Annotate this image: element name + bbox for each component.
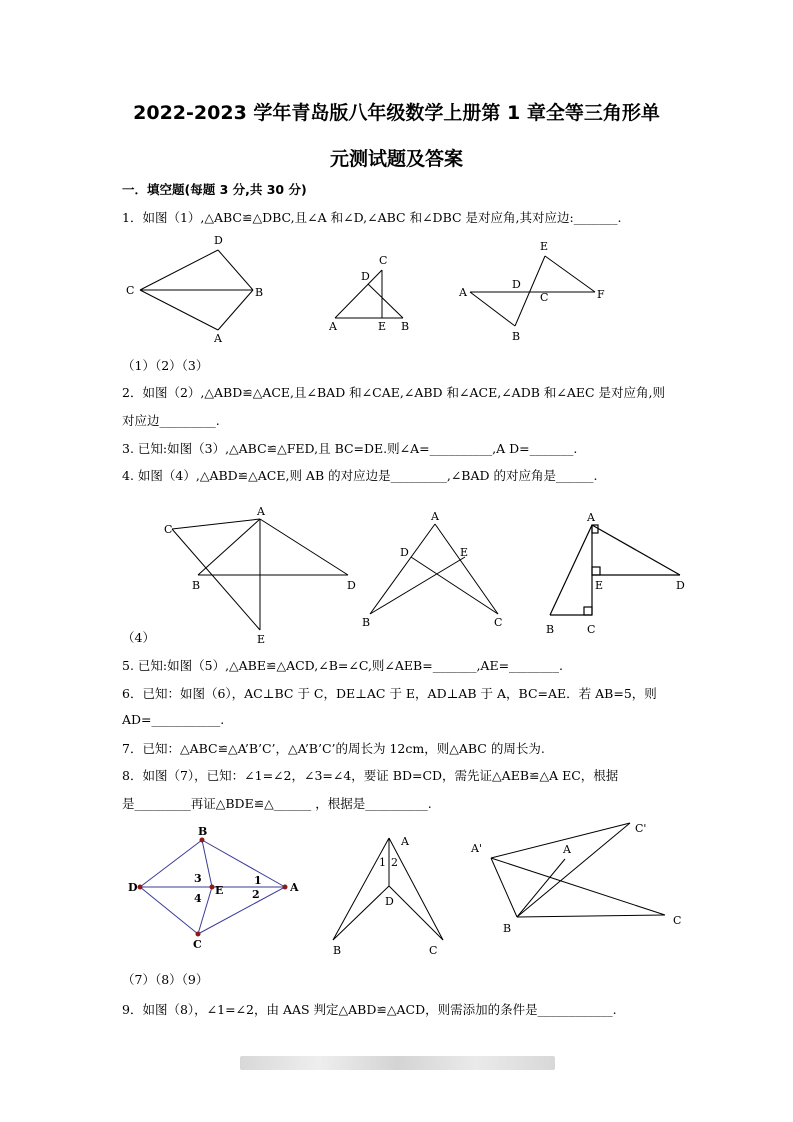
section-heading: 一．填空题(每题 3 分,共 30 分) — [122, 182, 307, 197]
fig2-label: A — [329, 320, 337, 333]
fig5-label: C — [494, 616, 503, 629]
fig8-label: D — [385, 895, 394, 908]
fig1-label: B — [255, 286, 264, 299]
figure-9 — [465, 815, 695, 940]
fig3-label: F — [597, 288, 605, 301]
fig5-label: D — [400, 546, 409, 559]
figure-8 — [325, 828, 450, 963]
fig2-label: B — [401, 320, 410, 333]
question-6-line2: AD=___________. — [122, 712, 225, 727]
fig8-label: B — [333, 944, 342, 957]
fig3-label: A — [459, 286, 467, 299]
fig2-label: D — [361, 270, 370, 283]
figure-6 — [540, 505, 700, 640]
fig7-label: 4 — [194, 892, 202, 905]
fig1-label: D — [214, 234, 223, 247]
fig6-label: C — [587, 623, 596, 636]
question-3: 3. 已知:如图（3）,△ABC≌△FED,且 BC=DE.则∠A=__________,A D=_______. — [122, 441, 578, 456]
fig9-label: C — [673, 914, 682, 927]
fig8-label: A — [401, 835, 409, 848]
question-5: 5. 已知:如图（5）,△ABE≌△ACD,∠B=∠C,则∠AEB=_______,AE=________. — [122, 658, 564, 673]
fig9-label: A' — [471, 842, 482, 855]
fig9-label: C' — [635, 822, 647, 835]
question-9: 9．如图（8），∠1=∠2，由 AAS 判定△ABD≌△ACD，则需添加的条件是____________. — [122, 1002, 617, 1017]
fig5-label: B — [362, 616, 371, 629]
question-8-line1: 8．如图（7），已知：∠1=∠2，∠3=∠4，要证 BD=CD，需先证△AEB≌△A EC，根据 — [122, 768, 619, 783]
fig3-label: E — [540, 240, 549, 253]
fig7-label: 2 — [252, 888, 260, 901]
fig9-label: A — [563, 843, 571, 856]
figure-caption-789: （7）（8）（9） — [122, 972, 209, 987]
fig3-label: B — [512, 330, 521, 343]
figure-3 — [455, 238, 615, 346]
question-1: 1．如图（1）,△ABC≌△DBC,且∠A 和∠D,∠ABC 和∠DBC 是对应角,其对应边:_______. — [122, 210, 622, 225]
fig4-label: C — [164, 523, 173, 536]
fig7-label: 1 — [254, 874, 262, 887]
fig5-label: E — [460, 546, 469, 559]
fig7-label: D — [128, 881, 138, 894]
question-6-line1: 6．已知：如图（6），AC⊥BC 于 C，DE⊥AC 于 E，AD⊥AB 于 A，BC=AE．若 AB=5，则 — [122, 686, 657, 701]
figure-2 — [325, 252, 420, 332]
page-title-line2: 元测试题及答案 — [329, 148, 463, 170]
fig4-label: D — [347, 579, 356, 592]
fig3-label: D — [512, 278, 521, 291]
fig4-label: A — [257, 505, 265, 518]
figure-4 — [160, 505, 360, 645]
fig7-label: B — [198, 825, 208, 838]
question-4: 4. 如图（4）,△ABD≌△ACE,则 AB 的对应边是_________,∠BAD 的对应角是______. — [122, 468, 598, 483]
fig7-label: E — [215, 884, 224, 897]
figure-5 — [360, 510, 510, 630]
page-title-line1: 2022-2023 学年青岛版八年级数学上册第 1 章全等三角形单 — [133, 102, 660, 124]
question-2-line1: 2．如图（2）,△ABD≌△ACE,且∠BAD 和∠CAE,∠ABD 和∠ACE,∠ADB 和∠AEC 是对应角,则 — [122, 385, 666, 400]
fig4-label: E — [257, 633, 266, 646]
figure-caption-123: （1）（2）（3） — [122, 358, 209, 373]
fig5-label: A — [431, 510, 439, 523]
fig9-label: B — [503, 922, 512, 935]
figure-caption-4: （4） — [122, 630, 155, 645]
question-7: 7．已知：△ABC≌△A’B’C’，△A’B’C’的周长为 12cm，则△ABC 的周长为. — [122, 741, 545, 756]
fig7-label: C — [193, 938, 202, 951]
fig2-label: C — [379, 254, 388, 267]
fig2-label: E — [378, 320, 387, 333]
fig1-label: A — [214, 332, 222, 345]
fig7-label: 3 — [194, 872, 202, 885]
fig6-label: E — [595, 579, 604, 592]
blurred-footer — [240, 1056, 555, 1070]
figure-7 — [120, 822, 310, 952]
fig3-label: C — [540, 291, 549, 304]
fig8-label: 1 — [379, 856, 386, 869]
question-8-line2: 是_________再证△BDE≌△______ ，根据是__________. — [122, 796, 432, 811]
fig8-label: C — [429, 944, 438, 957]
fig8-label: 2 — [391, 856, 398, 869]
figure-1 — [120, 230, 270, 345]
fig1-label: C — [126, 284, 135, 297]
fig7-label: A — [290, 881, 299, 894]
fig6-label: A — [587, 511, 595, 524]
fig6-label: B — [546, 623, 555, 636]
question-2-line2: 对应边_________. — [122, 413, 220, 428]
fig4-label: B — [192, 579, 201, 592]
fig6-label: D — [676, 579, 685, 592]
